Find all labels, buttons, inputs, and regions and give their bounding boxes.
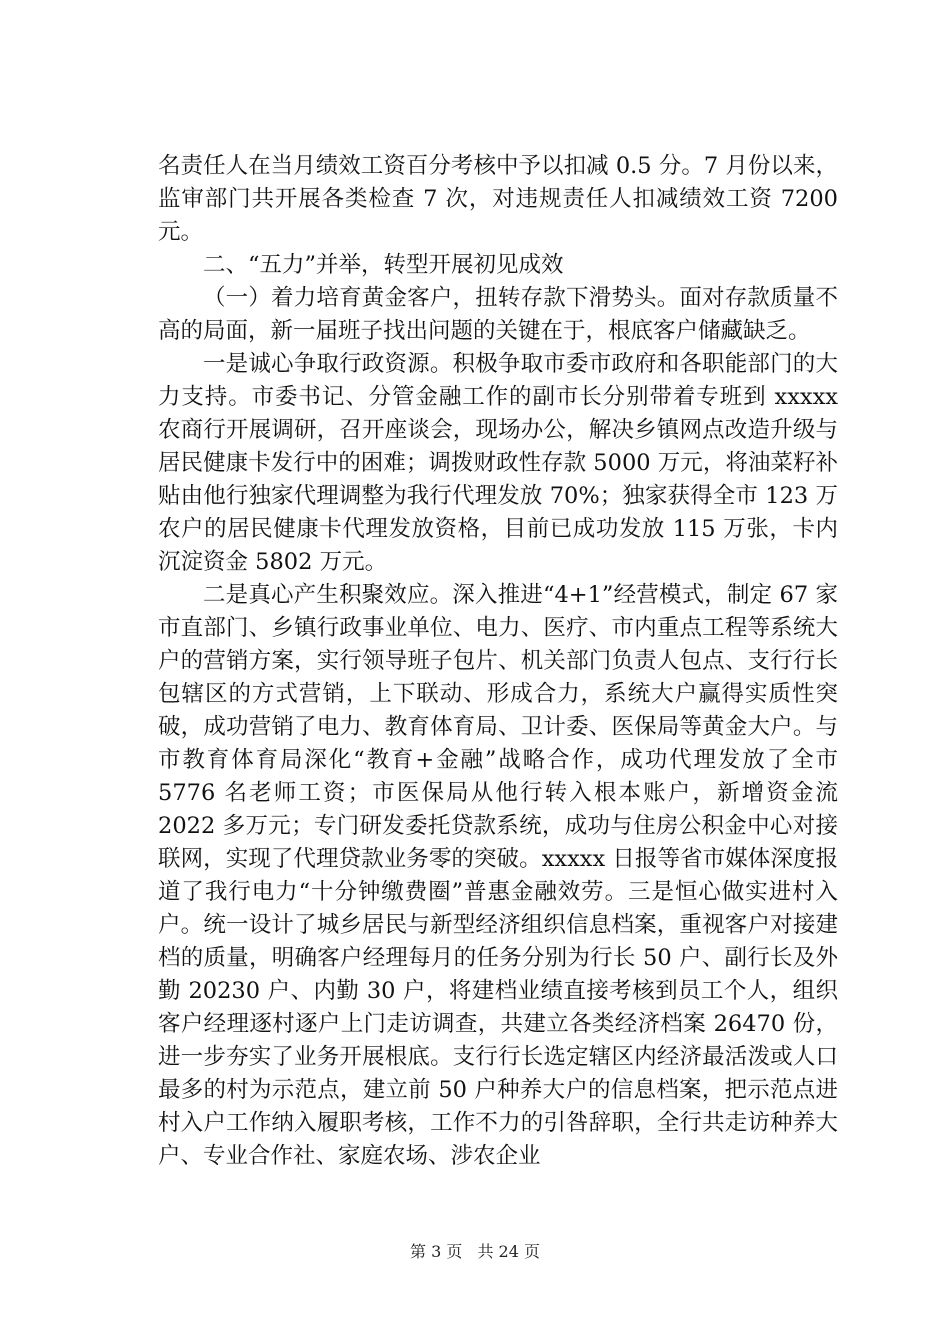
document-body — [158, 150, 838, 1173]
total-pages: 共 24 页 — [477, 1242, 540, 1261]
page-footer — [0, 1242, 950, 1262]
page-number: 第 3 页 — [410, 1242, 463, 1261]
paragraph-administrative-resources: 一是诚心争取行政资源。积极争取市委市政府和各职能部门的大力支持。市委书记、分管金融工作的副市长分别带着专班到 xxxxx 农商行开展调研，召开座谈会，现场办公，解决乡镇网点改造升级与居民健康卡发行中的困难；调拨财政性存款 5000 万元，将油菜籽补贴由他行独家代理调整为我行代理发放 70%；独家获得全市 123 万农户的居民健康卡代理发放资格，目前已成功发放 115 万张，卡内沉淀资金 5802 万元。 — [158, 351, 838, 575]
paragraph-aggregation-effect: 二是真心产生积聚效应。深入推进“4+1”经营模式，制定 67 家市直部门、乡镇行政事业单位、电力、医疗、市内重点工程等系统大户的营销方案，实行领导班子包片、机关部门负责人包点、支行行长包辖区的方式营销，上下联动、形成合力，系统大户赢得实质性突破，成功营销了电力、教育体育局、卫计委、医保局等黄金大户。与市教育体育局深化“教育+金融”战略合作，成功代理发放了全市 5776 名老师工资；市医保局从他行转入根本账户，新增资金流 2022 多万元；专门研发委托贷款系统，成功与住房公积金中心对接联网，实现了代理贷款业务零的突破。xxxxx 日报等省市媒体深度报道了我行电力“十分钟缴费圈”普惠金融效劳。三是恒心做实进村入户。统一设计了城乡居民与新型经济组织信息档案，重视客户对接建档的质量，明确客户经理每月的任务分别为行长 50 户、副行长及外勤 20230 户、内勤 30 户，将建档业绩直接考核到员工个人，组织客户经理逐村逐户上门走访调查，共建立各类经济档案 26470 份，进一步夯实了业务开展根底。支行行长选定辖区内经济最活泼或人口最多的村为示范点，建立前 50 户种养大户的信息档案，把示范点进村入户工作纳入履职考核，工作不力的引咎辞职，全行共走访种养大户、专业合作社、家庭农场、涉农企业 — [158, 582, 838, 1169]
section-heading: 二、“五力”并举，转型开展初见成效 — [203, 252, 564, 278]
paragraph-continuation: 名责任人在当月绩效工资百分考核中予以扣减 0.5 分。7 月份以来，监审部门共开展各类检查 7 次，对违规责任人扣减绩效工资 7200 元。 — [158, 153, 838, 245]
subsection-heading-paragraph: （一）着力培育黄金客户，扭转存款下滑势头。面对存款质量不高的局面，新一届班子找出问题的关键在于，根底客户储藏缺乏。 — [158, 285, 838, 344]
